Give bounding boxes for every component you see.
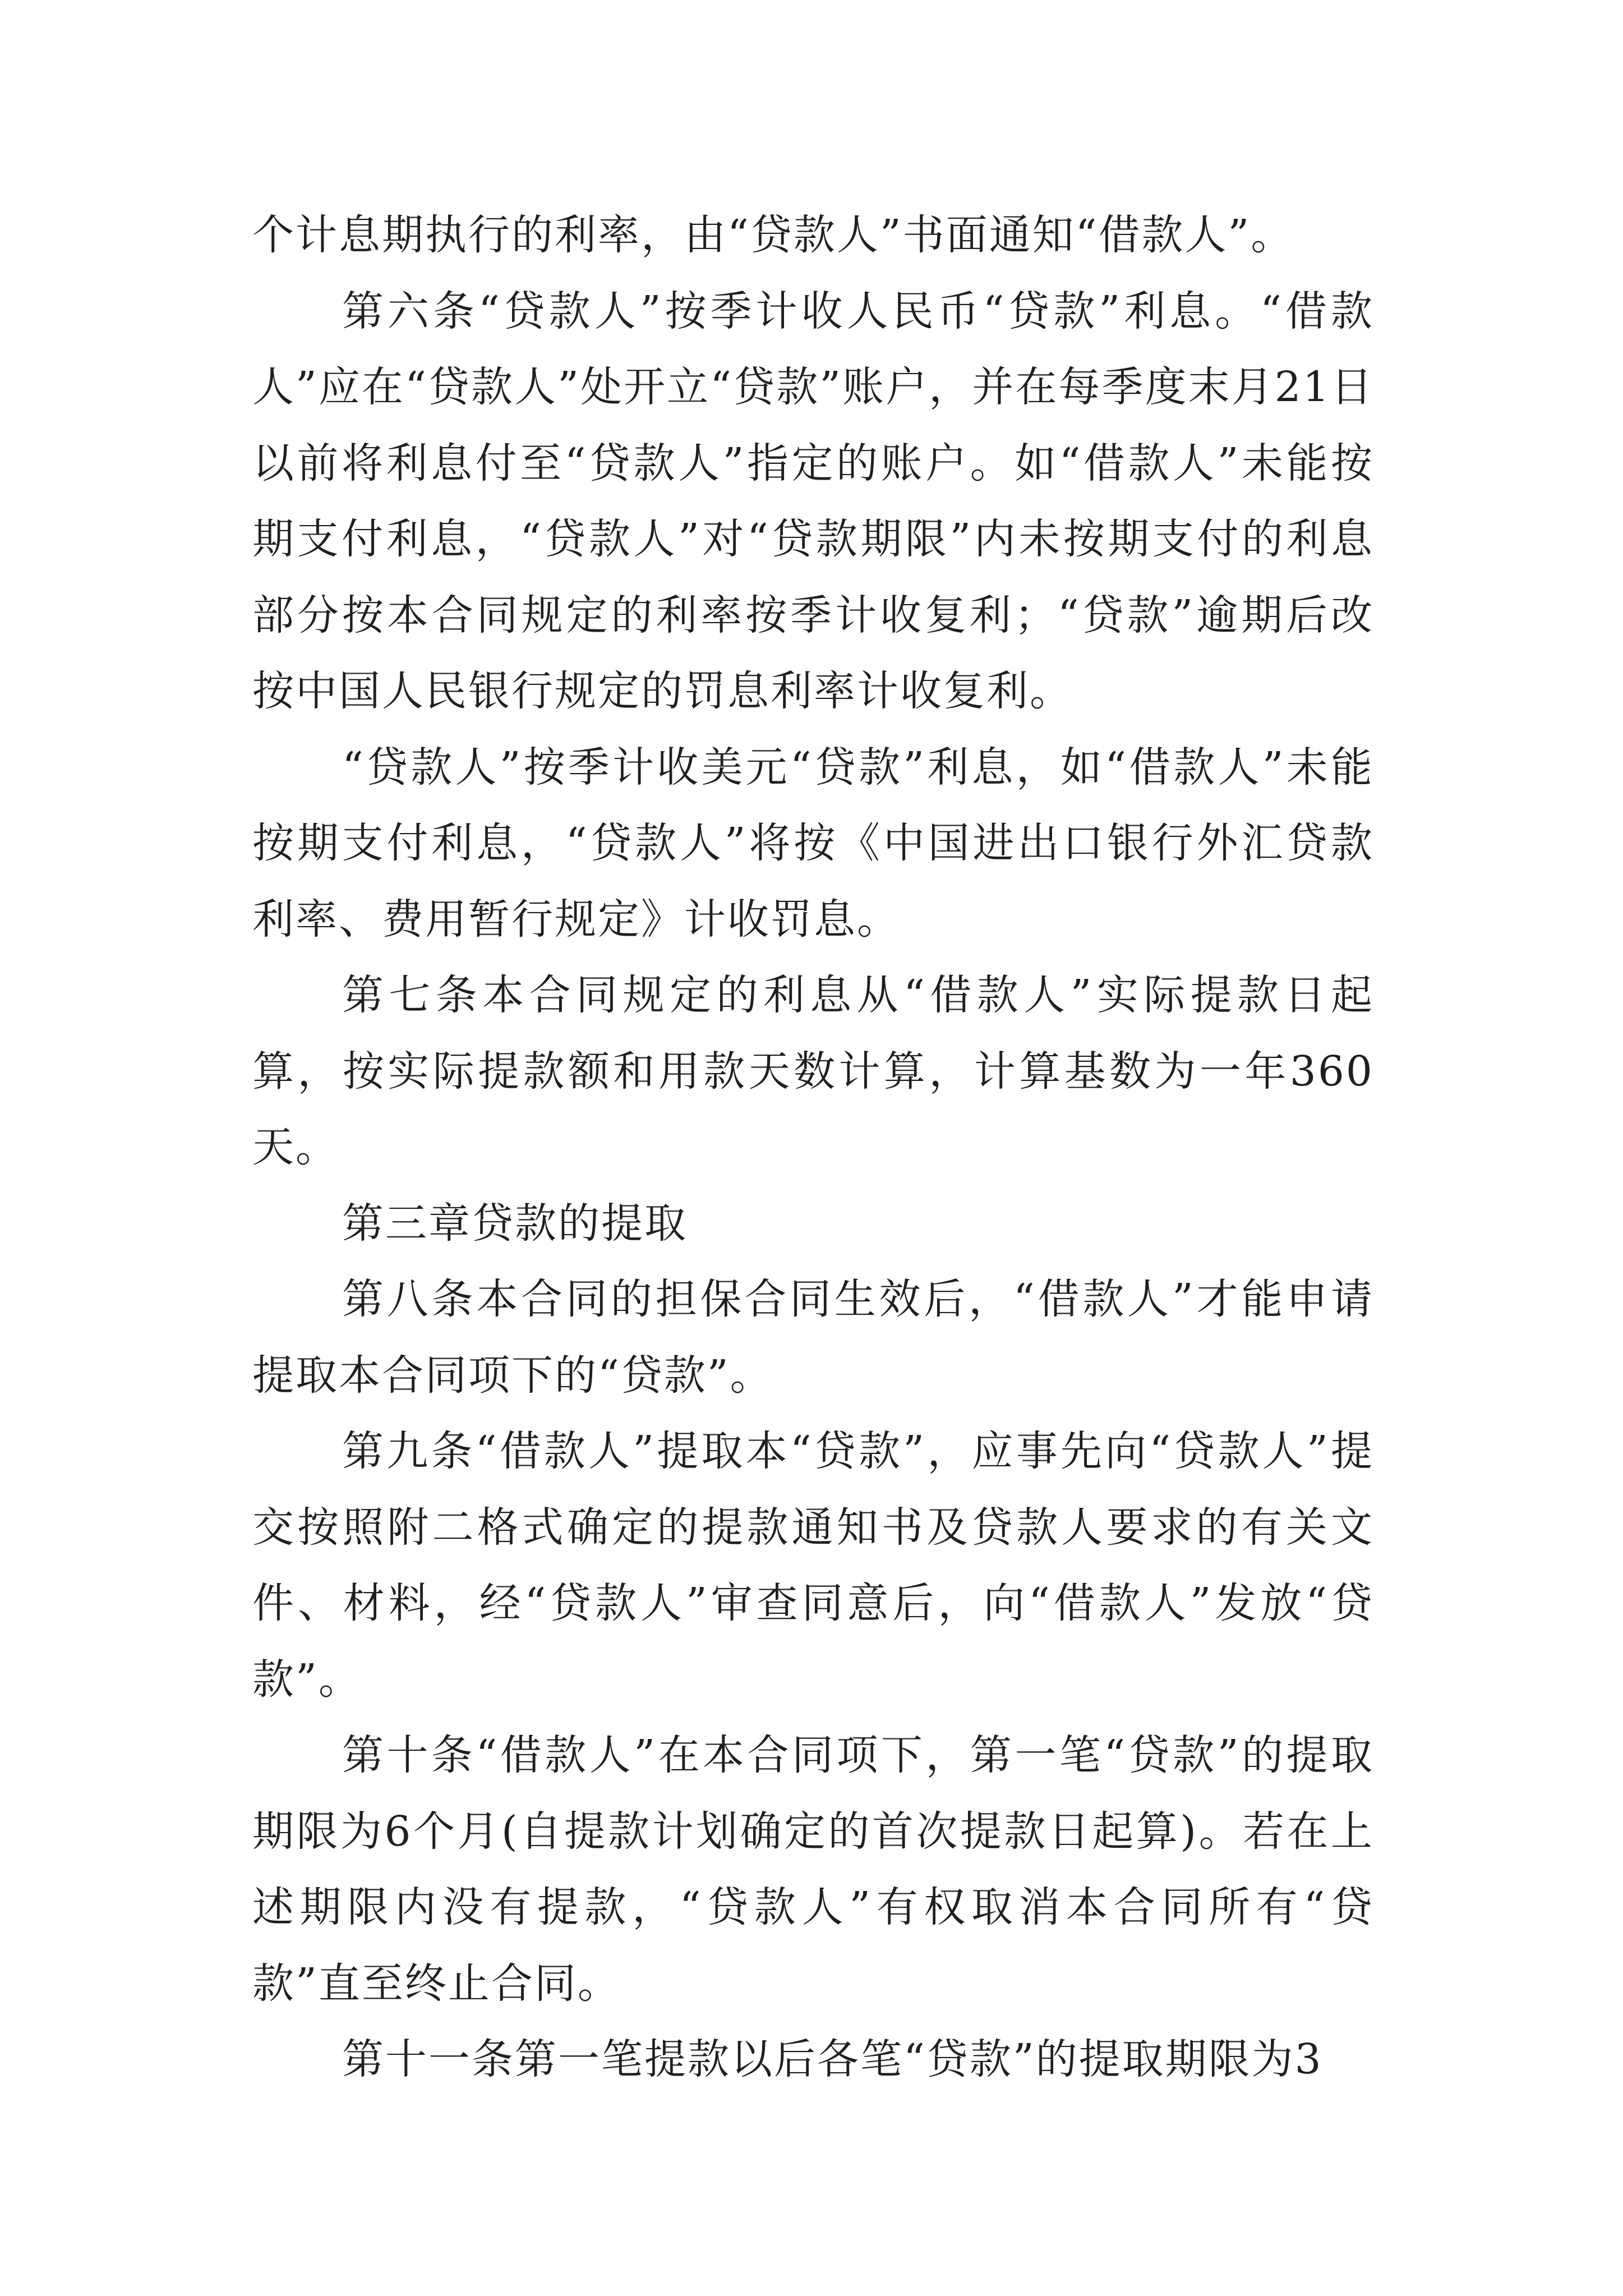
document-body: [252, 197, 1374, 2098]
paragraph-continuation: 个计息期执行的利率，由“贷款人”书面通知“借款人”。: [252, 211, 1294, 259]
paragraph-article-9: 第九条“借款人”提取本“贷款”，应事先向“贷款人”提交按照附二格式确定的提款通知书及贷款人要求的有关文件、材料，经“贷款人”审查同意后，向“借款人”发放“贷款”。: [252, 1427, 1374, 1704]
paragraph-article-7: 第七条本合同规定的利息从“借款人”实际提款日起算，按实际提款额和用款天数计算，计算基数为一年360天。: [252, 971, 1374, 1171]
paragraph-article-11: 第十一条第一笔提款以后各笔“贷款”的提取期限为3: [342, 2035, 1323, 2083]
chapter-heading: 第三章贷款的提取: [342, 1199, 688, 1248]
paragraph-article-6: 第六条“贷款人”按季计收人民币“贷款”利息。“借款人”应在“贷款人”处开立“贷款”账户，并在每季度末月21日以前将利息付至“贷款人”指定的账户。如“借款人”未能按期支付利息，“贷款人”对“贷款期限”内未按期支付的利息部分按本合同规定的利率按季计收复利；“贷款”逾期后改按中国人民银行规定的罚息利率计收复利。: [252, 287, 1374, 715]
paragraph-article-8: 第八条本合同的担保合同生效后，“借款人”才能申请提取本合同项下的“贷款”。: [252, 1275, 1374, 1400]
paragraph-usd-interest: “贷款人”按季计收美元“贷款”利息，如“借款人”未能按期支付利息，“贷款人”将按《中国进出口银行外汇贷款利率、费用暂行规定》计收罚息。: [252, 743, 1374, 944]
paragraph-article-10: 第十条“借款人”在本合同项下，第一笔“贷款”的提取期限为6个月(自提款计划确定的首次提款日起算)。若在上述期限内没有提款，“贷款人”有权取消本合同所有“贷款”直至终止合同。: [252, 1731, 1374, 2008]
